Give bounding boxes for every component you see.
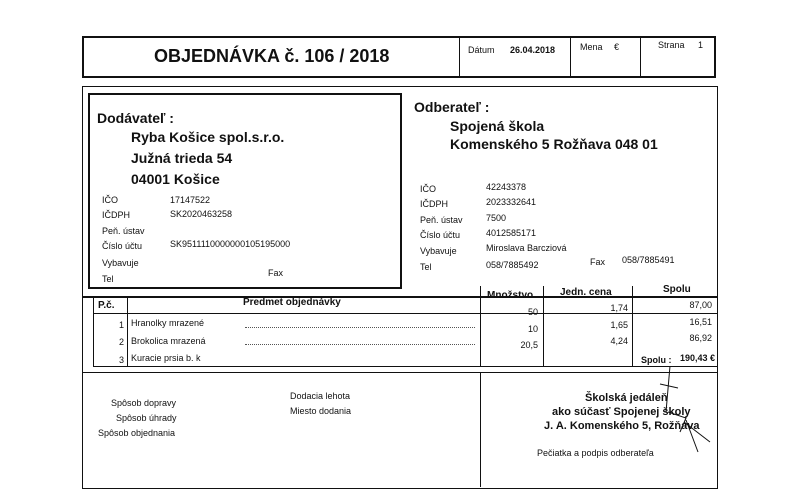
row-item: Brokolica mrazená — [131, 336, 206, 346]
odberatel-pen-ustav-value: 7500 — [486, 213, 507, 223]
row-price: 4,24 — [610, 336, 628, 346]
footer-rule — [83, 372, 717, 373]
odberatel-fax-value: 058/7885491 — [622, 255, 675, 265]
odberatel-icdph-value: 2023332641 — [486, 197, 537, 207]
odberatel-cislo-uctu-label: Číslo účtu — [420, 230, 461, 240]
odberatel-icdph-label: IČDPH — [420, 199, 449, 209]
row-leader — [245, 344, 475, 345]
sposob-uhrady-label: Spôsob úhrady — [116, 413, 177, 423]
odberatel-cislo-uctu-value: 4012585171 — [486, 228, 537, 238]
dodavatel-cislo-uctu-label: Číslo účtu — [102, 241, 143, 251]
row-total: 87,00 — [689, 300, 712, 310]
table-header-rule — [93, 313, 717, 314]
mena-label: Mena — [580, 42, 603, 52]
handwritten-signature — [640, 362, 720, 462]
datum-value: 26.04.2018 — [510, 45, 556, 55]
header-divider — [640, 37, 641, 77]
table-col-divider — [93, 297, 94, 366]
miesto-dodania-label: Miesto dodania — [290, 406, 352, 416]
header-divider — [459, 37, 460, 77]
col-header-pc: P.č. — [98, 300, 115, 311]
row-total: 16,51 — [689, 317, 712, 327]
dodavatel-street: Južná trieda 54 — [131, 150, 233, 166]
dodavatel-name: Ryba Košice spol.s.r.o. — [131, 129, 285, 145]
col-header-mnozstvo: Množstvo — [487, 290, 534, 301]
odberatel-heading: Odberateľ : — [414, 99, 490, 115]
stamp-line-2: ako súčasť Spojenej školy — [552, 406, 691, 418]
table-top-rule — [83, 296, 717, 298]
row-leader — [245, 327, 475, 328]
stamp-line-3: J. A. Komenského 5, Rožňava — [544, 420, 700, 432]
dodavatel-icdph-value: SK2020463258 — [170, 209, 233, 219]
col-header-predmet: Predmet objednávky — [243, 297, 341, 308]
row-number: 1 — [118, 320, 124, 330]
odberatel-pen-ustav-label: Peň. ústav — [420, 215, 463, 225]
header-divider — [570, 37, 571, 77]
odberatel-vybavuje-value: Miroslava Barcziová — [486, 243, 567, 253]
row-item: Kuracie prsia b. k — [131, 353, 201, 363]
row-price: 1,74 — [610, 303, 628, 313]
signature-label: Pečiatka a podpis odberateľa — [537, 448, 654, 458]
table-bottom-rule — [93, 366, 717, 367]
strana-label: Strana — [658, 40, 685, 50]
dodavatel-tel-label: Tel — [102, 274, 114, 284]
row-number: 3 — [118, 355, 124, 365]
stamp-line-1: Školská jedáleň — [585, 392, 668, 404]
dodavatel-cislo-uctu-value: SK9511110000000105195000 — [170, 239, 291, 249]
dodacia-lehota-label: Dodacia lehota — [290, 391, 351, 401]
dodavatel-pen-ustav-label: Peň. ústav — [102, 226, 145, 236]
dodavatel-ico-value: 17147522 — [170, 195, 211, 205]
col-header-jedn-cena: Jedn. cena — [560, 287, 612, 298]
row-qty: 10 — [527, 324, 538, 334]
dodavatel-ico-label: IČO — [102, 195, 119, 205]
sposob-objednania-label: Spôsob objednania — [98, 428, 176, 438]
table-col-divider — [632, 286, 633, 366]
spolu-label: Spolu : — [641, 355, 672, 365]
mena-value: € — [614, 42, 620, 52]
row-total: 86,92 — [689, 333, 712, 343]
document-title: OBJEDNÁVKA č. 106 / 2018 — [154, 46, 390, 66]
odberatel-tel-value: 058/7885492 — [486, 260, 539, 270]
dodavatel-vybavuje-label: Vybavuje — [102, 258, 139, 268]
row-item: Hranolky mrazené — [131, 318, 205, 328]
odberatel-name: Spojená škola — [450, 118, 545, 134]
odberatel-address: Komenského 5 Rožňava 048 01 — [450, 136, 658, 152]
row-price: 1,65 — [610, 320, 628, 330]
row-number: 2 — [118, 337, 124, 347]
footer-divider — [480, 372, 481, 487]
sposob-dopravy-label: Spôsob dopravy — [111, 398, 177, 408]
spolu-value: 190,43 € — [680, 353, 716, 363]
dodavatel-heading: Dodávateľ : — [97, 110, 174, 126]
dodavatel-city: 04001 Košice — [131, 171, 220, 187]
dodavatel-fax-label: Fax — [268, 268, 284, 278]
odberatel-ico-value: 42243378 — [486, 182, 527, 192]
table-col-divider — [127, 297, 128, 366]
datum-label: Dátum — [468, 45, 495, 55]
odberatel-fax-label: Fax — [590, 257, 606, 267]
table-col-divider — [480, 286, 481, 366]
dodavatel-icdph-label: IČDPH — [102, 210, 131, 220]
row-qty: 20,5 — [520, 340, 538, 350]
odberatel-tel-label: Tel — [420, 262, 432, 272]
table-col-divider — [543, 286, 544, 366]
col-header-spolu: Spolu — [663, 284, 691, 295]
strana-value: 1 — [698, 40, 704, 50]
odberatel-ico-label: IČO — [420, 184, 437, 194]
row-qty: 50 — [527, 307, 538, 317]
odberatel-vybavuje-label: Vybavuje — [420, 246, 457, 256]
